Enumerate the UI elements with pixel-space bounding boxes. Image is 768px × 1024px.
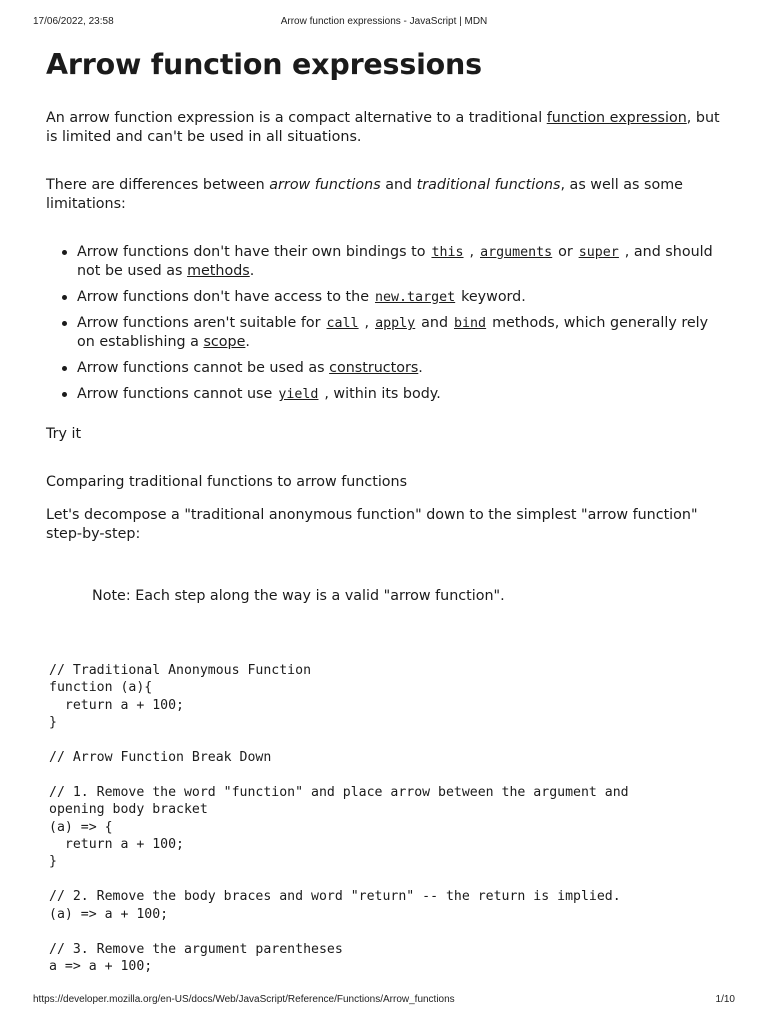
comparing-heading: Comparing traditional functions to arrow functions — [46, 474, 408, 490]
print-page-number: 1/10 — [715, 994, 735, 1005]
new-target-link[interactable] — [369, 289, 461, 305]
code-block: // Traditional Anonymous Function function (a){ return a + 100; } // Arrow Function Break Down // 1. Remove the word "function" and place arrow between the argument and opening body bracket (a) => { return a + 100; } // 2. Remove the body braces and word "return" -- the return is implied. (a) => a + 100; // 3. Remove the argument parentheses a => a + 100; — [49, 663, 629, 974]
intro-paragraph — [46, 109, 728, 147]
arguments-code: arguments — [480, 245, 553, 260]
page-title: Arrow function expressions — [46, 48, 482, 81]
item-text: Arrow functions cannot use — [77, 386, 273, 402]
super-code: super — [578, 245, 619, 260]
print-doc-title: Arrow function expressions - JavaScript | MDN — [280, 16, 488, 27]
print-datetime: 17/06/2022, 23:58 — [33, 16, 114, 27]
item-text: , — [469, 244, 475, 260]
bind-link[interactable] — [448, 315, 492, 331]
print-url: https://developer.mozilla.org/en-US/docs/Web/JavaScript/Reference/Functions/Arrow_functions — [33, 994, 455, 1005]
item-text: or — [558, 244, 573, 260]
item-text: , and should not be used as — [77, 244, 713, 279]
list-item — [77, 243, 728, 281]
differences-text: , as well as some limitations: — [46, 177, 683, 212]
new-target-code: new.target — [375, 290, 456, 305]
note-text: Note: Each step along the way is a valid "arrow function". — [92, 588, 505, 604]
print-footer — [33, 994, 735, 1008]
this-link[interactable] — [425, 244, 469, 260]
methods-link[interactable]: methods — [187, 263, 250, 279]
item-text: , — [364, 315, 370, 331]
try-it-heading: Try it — [46, 426, 82, 442]
list-item — [77, 385, 728, 404]
differences-text: There are differences between — [46, 177, 270, 193]
item-text: keyword. — [461, 289, 526, 305]
arguments-link[interactable] — [474, 244, 558, 260]
this-code: this — [431, 245, 464, 260]
list-item — [77, 359, 728, 378]
function-expression-link[interactable]: function expression — [546, 110, 687, 126]
item-text: . — [418, 360, 423, 376]
yield-link[interactable] — [272, 386, 324, 402]
item-text: Arrow functions don't have access to the — [77, 289, 370, 305]
apply-link[interactable] — [369, 315, 421, 331]
print-header — [33, 16, 735, 30]
call-link[interactable] — [321, 315, 365, 331]
scope-link[interactable]: scope — [203, 334, 246, 350]
super-link[interactable] — [573, 244, 625, 260]
apply-code: apply — [375, 316, 416, 331]
constructors-link[interactable]: constructors — [329, 360, 419, 376]
article — [46, 42, 728, 975]
intro-text-end: , but is limited and can't be used in all situations. — [46, 110, 720, 145]
item-text: . — [245, 334, 250, 350]
yield-code: yield — [278, 387, 319, 402]
decompose-paragraph: Let's decompose a "traditional anonymous function" down to the simplest "arrow function" step-by-step: — [46, 507, 698, 542]
item-text: Arrow functions don't have their own bindings to — [77, 244, 426, 260]
item-text: and — [421, 315, 449, 331]
call-code: call — [326, 316, 359, 331]
item-text: , within its body. — [324, 386, 441, 402]
differences-paragraph — [46, 176, 728, 214]
item-text: methods, which generally rely on establishing a — [77, 315, 709, 350]
list-item — [77, 288, 728, 307]
differences-text: and — [380, 177, 417, 193]
item-text: Arrow functions cannot be used as — [77, 360, 330, 376]
arrow-functions-emphasis: arrow functions — [269, 177, 381, 193]
item-text: . — [249, 263, 255, 279]
traditional-functions-emphasis: traditional functions — [416, 177, 561, 193]
intro-text: An arrow function expression is a compact alternative to a traditional — [46, 110, 547, 126]
item-text: Arrow functions aren't suitable for — [77, 315, 321, 331]
bind-code: bind — [454, 316, 487, 331]
list-item — [77, 314, 728, 352]
limitations-list — [46, 243, 728, 404]
